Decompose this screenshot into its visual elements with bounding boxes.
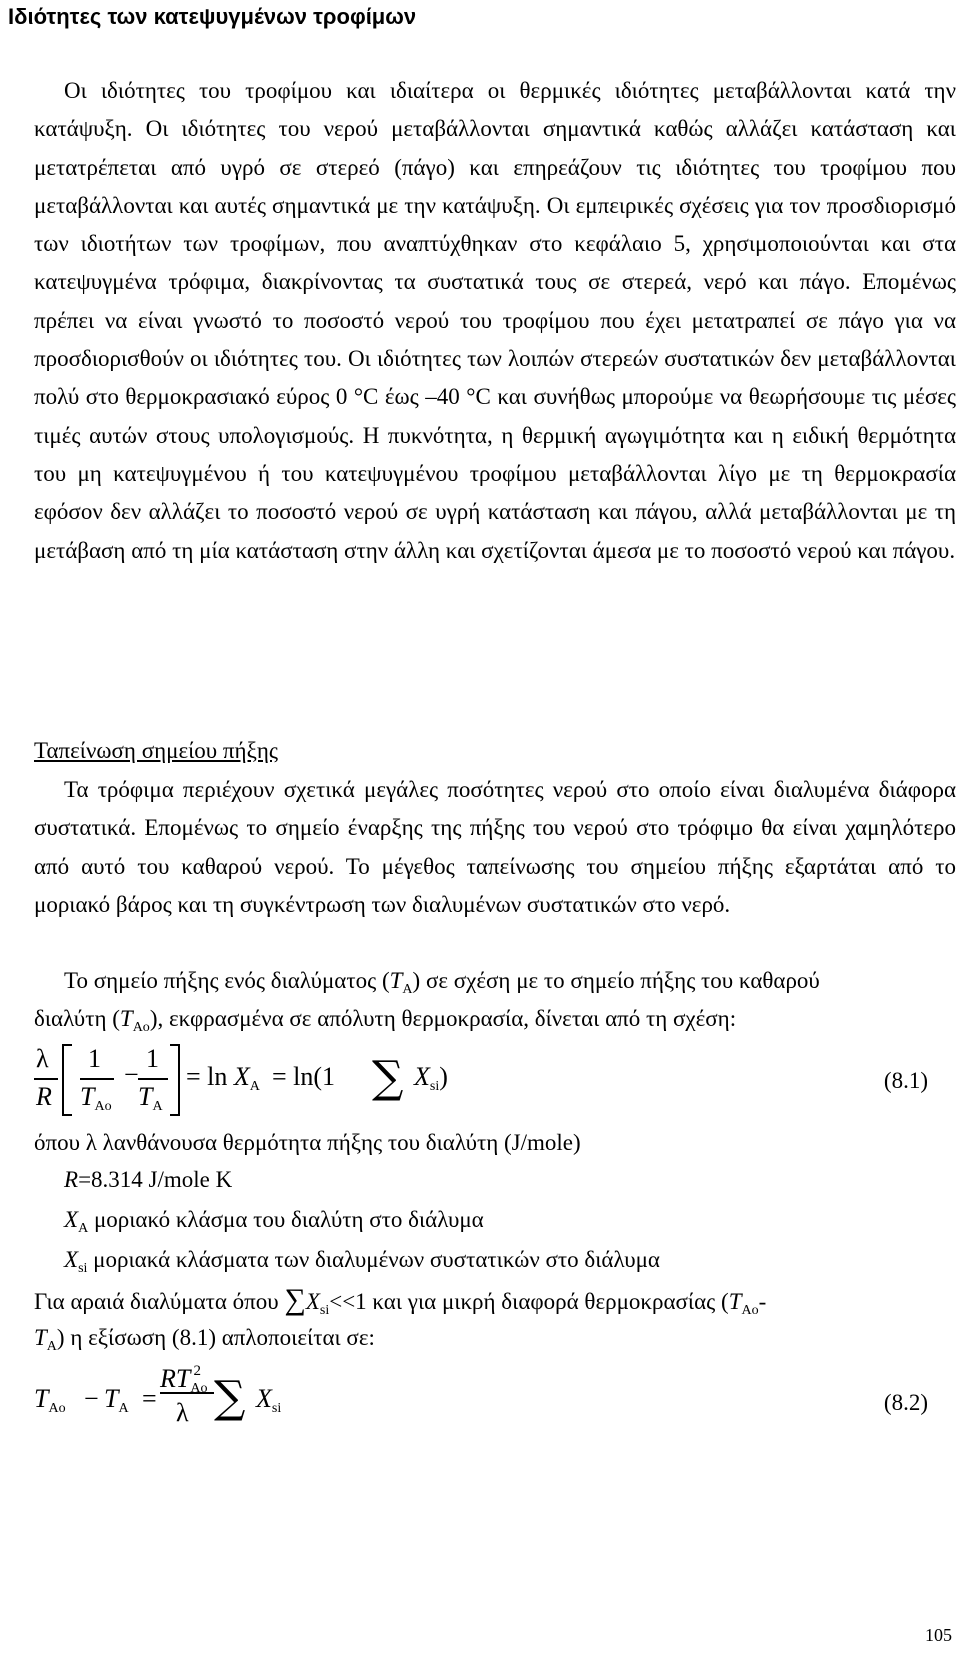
definition-lambda: όπου λ λανθάνουσα θερμότητα πήξης του διαλύτη (J/mole): [34, 1130, 581, 1155]
definition-R: R=8.314 J/mole K: [64, 1167, 233, 1192]
eq1-one-a: 1: [88, 1044, 101, 1073]
eq2-lambda: λ: [176, 1398, 189, 1427]
intro-paragraph: Οι ιδιότητες του τροφίμου και ιδιαίτερα οι θερμικές ιδιότητες μεταβάλλονται κατά την κατάψυξη. Οι ιδιότητες του νερού μεταβάλλονται σημαντικά καθώς αλλάζει κατάσταση και μετατρέπεται από υγρό σε στερεό (πάγο) και επηρεάζουν τις ιδιότητες του τροφίμου που μεταβάλλονται και αυτές σημαντικά με την κατάψυξη. Οι εμπειρικές σχέσεις για τον προσδιορισμό των ιδιοτήτων των τροφίμων, που αναπτύχθηκαν στο κεφάλαιο 5, χρησιμοποιούνται και στα κατεψυγμένα τρόφιμα, διακρίνοντας τα συστατικά τους σε στερεά, νερό και πάγο. Επομένως πρέπει να είναι γνωστό το ποσοστό νερού του τροφίμου που έχει μετατραπεί σε πάγο για να προσδιορισθούν οι ιδιότητες του. Οι ιδιότητες των λοιπών στερεών συστατικών δεν μεταβάλλονται πολύ στο θερμοκρασιακό εύρος 0 °C έως –40 °C και συνήθως μπορούμε να θεωρήσουμε τις μέσες τιμές αυτών στους υπολογισμούς. Η πυκνότητα, η θερμική αγωγιμότητα και η ειδική θερμότητα του μη κατεψυγμένου ή του κατεψυγμένου τροφίμου μεταβάλλονται λίγο με τη θερμοκρασία εφόσον δεν αλλάζει το ποσοστό νερού σε υγρή κατάσταση και πάγου, αλλά μεταβάλλονται με τη μετάβαση από τη μία κατάσταση στην άλλη και σχετίζονται άμεσα με το ποσοστό νερού και πάγου.: [34, 78, 956, 563]
eq2-X-si: $X_{si}$: [256, 1384, 282, 1416]
dilute-line-2: $T_A$) η εξίσωση (8.1) απλοποιείται σε:: [34, 1325, 375, 1354]
eq1-lambda: λ: [36, 1044, 49, 1073]
eq1-ln-paren: = ln(1: [272, 1062, 336, 1091]
eq2-minus: −: [84, 1384, 99, 1413]
eq1-X-si: $X_{si}$): [414, 1062, 448, 1094]
definition-XA: $X_A$ μοριακό κλάσμα του διαλύτη στο διάλυμα: [64, 1207, 484, 1236]
definition-Xsi: $X_{si}$ μοριακά κλάσματα των διαλυμένων συστατικών στο διάλυμα: [64, 1247, 660, 1276]
section-paragraph: Τα τρόφιμα περιέχουν σχετικά μεγάλες ποσότητες νερού στο οποίο είναι διαλυμένα διάφορα συστατικά. Επομένως το σημείο έναρξης της πήξης του νερού στο τρόφιμο θα είναι χαμηλότερο από αυτό του καθαρού νερού. Το μέγεθος ταπείνωσης του σημείου πήξης εξαρτάται από το μοριακό βάρος και τη συγκέντρωση των διαλυμένων συστατικών στο νερό.: [34, 777, 956, 917]
page-title: Ιδιότητες των κατεψυγμένων τροφίμων: [8, 4, 417, 29]
eq2-sum-icon: ∑: [214, 1372, 246, 1423]
eq2-equals: =: [142, 1384, 157, 1413]
eq1-left-bracket: [62, 1044, 72, 1116]
page-number: 105: [925, 1625, 952, 1645]
relation-line-2: διαλύτη $(T_{Ao})$, εκφρασμένα σε απόλυτη θερμοκρασία, δίνεται από τη σχέση:: [34, 1006, 737, 1035]
eq1-minus: −: [124, 1060, 139, 1089]
eq1-R: R: [36, 1082, 52, 1111]
relation-line-1: Το σημείο πήξης ενός διαλύματος $(T_A)$ σε σχέση με το σημείο πήξης του καθαρού: [64, 968, 820, 997]
dilute-sum-icon: ∑: [284, 1283, 306, 1316]
eq1-number: (8.1): [883, 1068, 928, 1093]
eq2-T-A: $T_A$: [104, 1384, 129, 1416]
section-heading: Ταπείνωση σημείου πήξης: [34, 738, 278, 763]
eq1-frac-line-b: [138, 1078, 168, 1080]
eq2-T-Ao: $T_{Ao}$: [34, 1384, 66, 1416]
eq1-one-b: 1: [146, 1044, 159, 1073]
eq2-RT-Ao-squared: $RT_{Ao}^2$: [160, 1363, 208, 1396]
eq1-ln-XA: = $\ln X_A$: [186, 1062, 260, 1094]
eq1-right-bracket: [170, 1044, 180, 1116]
eq1-T-Ao: $T_{Ao}$: [80, 1082, 112, 1114]
dilute-line-1: Για αραιά διαλύματα όπου $\sum X_{si}<<1$ και για μικρή διαφορά θερμοκρασίας ($T_{Ao}-$: [34, 1283, 767, 1318]
eq1-T-A: $T_A$: [138, 1082, 163, 1114]
eq1-frac-line-a: [80, 1078, 114, 1080]
eq1-frac-line-outer: [34, 1078, 58, 1080]
eq2-frac-line: [160, 1392, 214, 1394]
eq1-sum-icon: ∑: [372, 1052, 404, 1103]
eq2-number: (8.2): [883, 1390, 928, 1415]
